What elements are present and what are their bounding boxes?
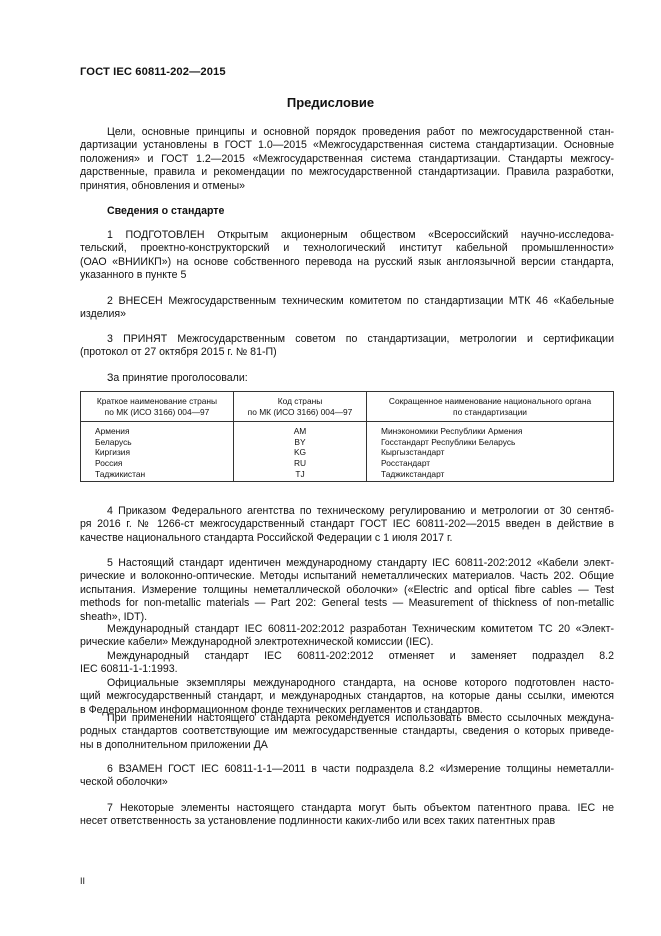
table-row [81,422,614,437]
text-line: тельский, проектно-конструкторский и технологический институт кабельной промышленности» [80,242,614,255]
text-line: дартизации установлены в ГОСТ 1.0—2015 «Межгосударственная система стандартизации. Основные [80,139,614,152]
header-line: по МК (ИСО 3166) 004—97 [247,406,353,417]
text-line: 3 ПРИНЯТ Межгосударственным советом по стандартизации, метрологии и сертификации [107,333,614,345]
text-line: При применении настоящего стандарта рекомендуется использовать вместо ссылочных междуна- [107,712,614,724]
body-cell: Госстандарт Республики Беларусь [367,437,614,448]
code-cell: RU [234,458,367,469]
text-line: принятия, обновления и отмены» [80,179,246,192]
text-line: Международный стандарт IEC 60811-202:2012 разработан Техническим комитетом ТС 20 «Элект- [107,623,614,635]
text-line: качестве национального стандарта Российской Федерации с 1 июля 2017 г. [80,531,453,544]
header-line: Сокращенное наименование национального органа [388,396,592,406]
text-line: 6 ВЗАМЕН ГОСТ IEC 60811-1-1—2011 в части подраздела 8.2 «Измерение толщины неметалли- [107,763,614,775]
table-header-body [367,392,614,422]
text-line: рические кабели» Международной электротехнической комиссии (IEC). [80,636,434,649]
text-line: испытания. Измерение толщины неметаллической оболочки» («Electric and optical fibre cables — Test [80,583,614,596]
text-line: 1 ПОДГОТОВЛЕН Открытым акционерным обществом «Всероссийский научно-исследова- [107,229,614,241]
item-7-paragraph [80,802,614,829]
page-title: Предисловие [286,95,375,110]
header-line: Краткое наименование страны [96,396,218,406]
text-line: дарственные, правила и рекомендации по межгосударственной стандартизации. Правила разработки, [80,166,614,179]
text-line: щий межгосударственный стандарт, и международных стандартов, на которые даны ссылки, имеются [80,690,614,703]
item-5-replaces-paragraph [80,650,614,677]
text-line: (ОАО «ВНИИКП») на основе собственного перевода на русский язык англоязычной версии стандарта, [80,255,614,268]
item-3-paragraph [80,333,614,360]
voting-table [80,391,614,482]
text-line: Международный стандарт IEC 60811-202:2012 отменяет и заменяет подраздел 8.2 [107,650,614,662]
code-cell: BY [234,437,367,448]
section-heading: Сведения о стандарте [107,205,225,217]
item-5-paragraph [80,557,614,624]
document-header: ГОСТ IEC 60811-202—2015 [80,66,226,78]
table-header-country [81,392,234,422]
text-line: 5 Настоящий стандарт идентичен международному стандарту IEC 60811-202:2012 «Кабели элект- [107,557,614,569]
text-line: 2 ВНЕСЕН Межгосударственным техническим комитетом по стандартизации МТК 46 «Кабельные [107,295,614,307]
country-cell: Киргизия [81,447,234,458]
table-header-code [234,392,367,422]
country-cell: Россия [81,458,234,469]
table-row [81,447,614,458]
table-row [81,458,614,469]
country-cell: Беларусь [81,437,234,448]
header-line: по МК (ИСО 3166) 004—97 [104,406,210,417]
text-line: ческой оболочки» [80,776,168,789]
item-4-paragraph [80,505,614,545]
item-2-paragraph [80,295,614,322]
text-line: sheath», IDT). [80,610,148,623]
text-line: Цели, основные принципы и основной порядок проведения работ по межгосударственной стан- [107,126,614,138]
text-line: 7 Некоторые элементы настоящего стандарта могут быть объектом патентного права. IEC не [107,802,614,814]
intro-paragraph [80,126,614,193]
text-line: (протокол от 27 октября 2015 г. № 81-П) [80,346,277,359]
code-cell: KG [234,447,367,458]
text-line: ны в дополнительном приложении ДА [80,738,268,751]
text-line: IEC 60811-1-1:1993. [80,663,178,676]
text-line: изделия» [80,308,126,321]
text-line: ря 2016 г. № 1266-ст межгосударственный стандарт ГОСТ IEC 60811-202—2015 введен в действие в [80,518,614,531]
text-line: Официальные экземпляры международного стандарта, на основе которого подготовлен насто- [107,677,614,689]
body-cell: Таджикстандарт [367,469,614,482]
text-line: родных стандартов соответствующие им межгосударственные стандарты, сведения о которых приведе- [80,725,614,738]
text-line: несет ответственность за установление подлинности каких-либо или всех таких патентных прав [80,815,556,828]
header-line: Код страны [277,396,323,406]
table-row [81,469,614,482]
text-line: положения» и ГОСТ 1.2—2015 «Межгосударственная система стандартизации. Стандарты межгосу- [80,152,614,165]
code-cell: AM [234,422,367,437]
item-5-application-paragraph [80,712,614,752]
item-6-paragraph [80,763,614,790]
table-row [81,437,614,448]
body-cell: Кыргызстандарт [367,447,614,458]
vote-label: За принятие проголосовали: [107,372,248,384]
body-cell: Минэкономики Республики Армения [367,422,614,437]
text-line: в Федеральном информационном фонде технических регламентов и стандартов. [80,703,483,716]
code-cell: TJ [234,469,367,482]
page-number: II [80,876,86,886]
text-line: указанного в пункте 5 [80,269,187,282]
country-cell: Армения [81,422,234,437]
header-line: по стандартизации [453,406,527,417]
country-cell: Таджикистан [81,469,234,482]
text-line: 4 Приказом Федерального агентства по техническому регулированию и метрологии от 30 сентяб- [107,505,614,517]
item-1-paragraph [80,229,614,283]
body-cell: Росстандарт [367,458,614,469]
text-line: рические и волоконно-оптические. Методы испытаний неметаллических материалов. Часть 202. Общие [80,570,614,583]
text-line: methods for non-metallic materials — Part 202: General tests — Measurement of thickness of non-metallic [80,597,614,610]
item-5-developer-paragraph [80,623,614,650]
